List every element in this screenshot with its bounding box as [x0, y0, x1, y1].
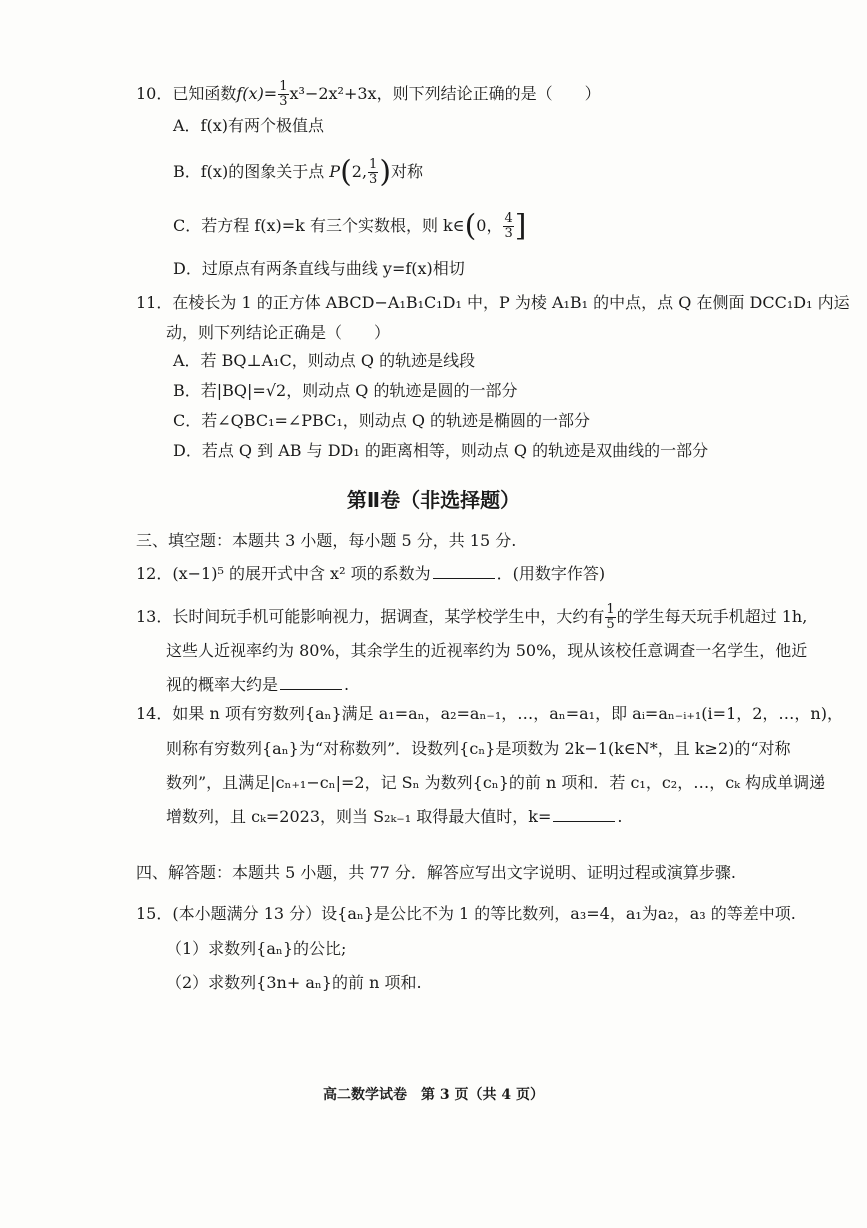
q11-option-a: A．若 BQ⊥A₁C，则动点 Q 的轨迹是线段 [173, 351, 476, 370]
q10-option-c: C．若方程 f(x)=k 有三个实数根，则 k∈(0， $\frac{4}{3}$ ] [173, 208, 527, 244]
q14-line4: 增数列，且 cₖ=2023，则当 S₂ₖ₋₁ 取得最大值时，k= . [166, 807, 623, 826]
answer-blank [280, 675, 342, 690]
part4-heading: 四、解答题：本题共 5 小题，共 77 分．解答应写出文字说明、证明过程或演算步骤. [136, 863, 736, 882]
q11-stem-line2: 动，则下列结论正确是（ ） [166, 323, 391, 342]
q15-stem: 15．(本小题满分 13 分）设{aₙ}是公比不为 1 的等比数列，a₃=4，a₁为a₂，a₃ 的等差中项. [136, 904, 796, 923]
q12: 12．(x−1)⁵ 的展开式中含 x² 项的系数为 ．(用数字作答) [136, 564, 606, 583]
q13-line2: 这些人近视率约为 80%，其余学生的近视率约为 50%，现从该校任意调查一名学生，他近 [166, 641, 808, 660]
q14-line3: 数列”，且满足|cₙ₊₁−cₙ|=2，记 Sₙ 为数列{cₙ}的前 n 项和．若 c₁，c₂，…，cₖ 构成单调递 [166, 773, 826, 792]
q11-option-d: D．若点 Q 到 AB 与 DD₁ 的距离相等，则动点 Q 的轨迹是双曲线的一部分 [173, 441, 709, 460]
q13-line1: 13．长时间玩手机可能影响视力，据调查，某学校学生中，大约有 $\frac{1}{5}$ 的学生每天玩手机超过 1h, [136, 602, 808, 632]
q15-part1: （1）求数列{aₙ}的公比; [166, 939, 347, 958]
q13-line3: 视的概率大约是 . [166, 675, 350, 694]
part3-heading: 三、填空题：本题共 3 小题，每小题 5 分，共 15 分. [136, 531, 517, 550]
q15-part2: （2）求数列{3n+ aₙ}的前 n 项和. [166, 973, 422, 992]
q11-option-c: C．若∠QBC₁=∠PBC₁，则动点 Q 的轨迹是椭圆的一部分 [173, 411, 591, 430]
section-title: 第Ⅱ卷（非选择题） [346, 488, 521, 512]
fraction: $\frac{1}{3}$ [279, 79, 288, 109]
q10-option-d: D．过原点有两条直线与曲线 y=f(x)相切 [173, 259, 465, 278]
q11-stem-line1: 11．在棱长为 1 的正方体 ABCD−A₁B₁C₁D₁ 中，P 为棱 A₁B₁ 的中点，点 Q 在侧面 DCC₁D₁ 内运 [136, 293, 850, 312]
page-footer: 高二数学试卷 第 3 页（共 4 页） [323, 1087, 544, 1103]
q14-line2: 则称有穷数列{aₙ}为“对称数列”．设数列{cₙ}是项数为 2k−1(k∈N*，且 k≥2)的“对称 [166, 739, 791, 758]
answer-blank [553, 807, 615, 822]
q10-option-a: A．f(x)有两个极值点 [173, 116, 324, 135]
answer-blank [433, 564, 495, 579]
q11-option-b: B．若|BQ|=√2，则动点 Q 的轨迹是圆的一部分 [173, 381, 518, 400]
q14-line1: 14．如果 n 项有穷数列{aₙ}满足 a₁=aₙ，a₂=aₙ₋₁，…，aₙ=a₁，即 aᵢ=aₙ₋ᵢ₊₁(i=1，2，…，n)， [136, 704, 843, 723]
q10-option-b: B．f(x)的图象关于点 P(2, $\frac{1}{3}$ )对称 [173, 154, 424, 190]
q10-stem: 10．已知函数f(x)= $\frac{1}{3}$ x³−2x²+3x，则下列结论正确的是（ ） [136, 79, 601, 109]
